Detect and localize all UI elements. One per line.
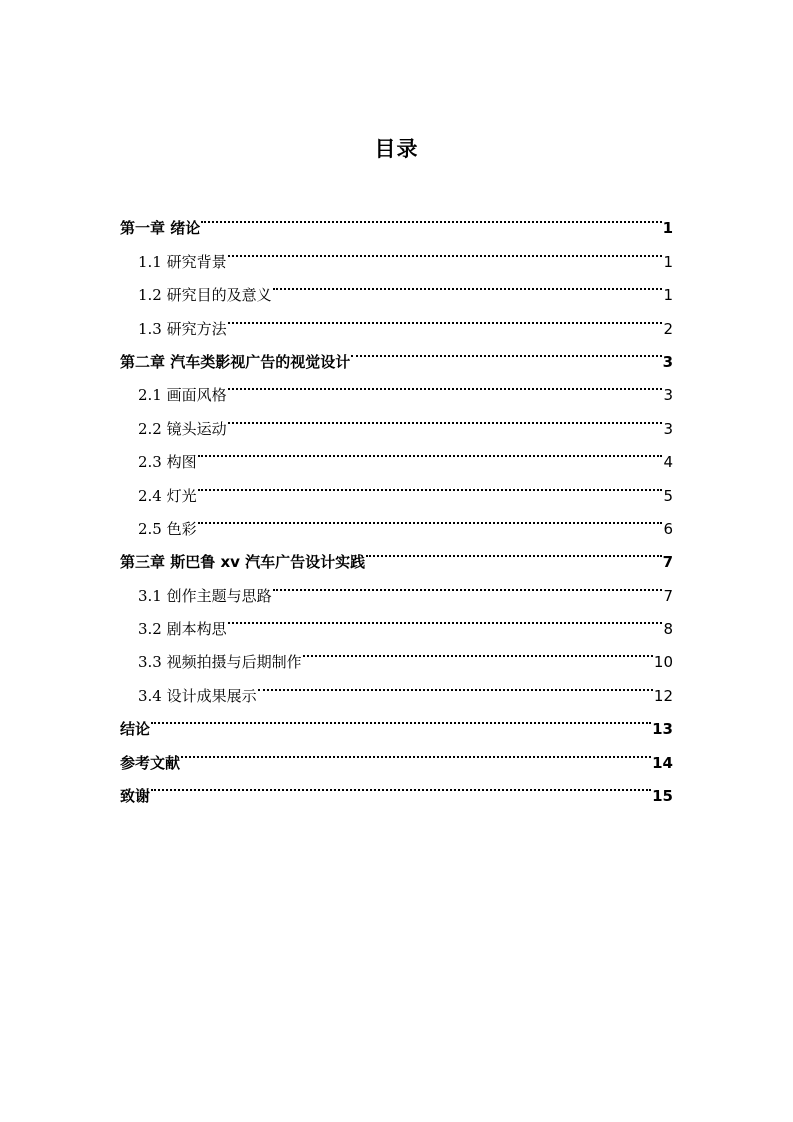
toc-entry-label: 2.3 构图 bbox=[138, 453, 197, 472]
toc-entry-chapter-1[interactable] bbox=[120, 200, 673, 238]
toc-dot-leader bbox=[198, 501, 663, 534]
toc-entry-label: 1.3 研究方法 bbox=[138, 319, 227, 338]
toc-dot-leader bbox=[351, 334, 661, 367]
toc-entry-1-1[interactable] bbox=[120, 233, 673, 271]
toc-page-number: 3 bbox=[663, 386, 673, 405]
toc-dot-leader bbox=[151, 768, 651, 801]
toc-entry-label: 1.1 研究背景 bbox=[138, 252, 227, 271]
toc-entry-acknowledgements[interactable] bbox=[120, 768, 673, 806]
table-of-contents bbox=[120, 200, 673, 806]
toc-page-number: 10 bbox=[653, 653, 673, 672]
toc-page-number: 14 bbox=[652, 753, 673, 772]
toc-dot-leader bbox=[181, 734, 651, 767]
toc-page-number: 4 bbox=[663, 453, 673, 472]
toc-entry-label: 2.4 灯光 bbox=[138, 486, 197, 505]
toc-dot-leader bbox=[303, 634, 653, 667]
toc-page-number: 1 bbox=[662, 219, 673, 238]
toc-entry-label: 3.4 设计成果展示 bbox=[138, 686, 257, 705]
toc-dot-leader bbox=[228, 601, 663, 634]
toc-page-number: 12 bbox=[653, 686, 673, 705]
toc-entry-label: 3.2 剧本构思 bbox=[138, 620, 227, 639]
toc-entry-label: 1.2 研究目的及意义 bbox=[138, 286, 272, 305]
toc-dot-leader bbox=[273, 567, 663, 600]
toc-page-number: 2 bbox=[663, 319, 673, 338]
page-title: 目录 bbox=[374, 137, 419, 161]
toc-dot-leader bbox=[273, 267, 663, 300]
toc-entry-label: 第二章 汽车类影视广告的视觉设计 bbox=[120, 352, 351, 371]
toc-page-number: 3 bbox=[663, 419, 673, 438]
toc-page-number: 15 bbox=[652, 787, 673, 806]
toc-entry-label: 2.1 画面风格 bbox=[138, 386, 227, 405]
toc-entry-chapter-3[interactable] bbox=[120, 534, 673, 572]
toc-dot-leader bbox=[198, 434, 663, 467]
toc-entry-label: 致谢 bbox=[120, 787, 151, 806]
toc-entry-label: 参考文献 bbox=[120, 753, 181, 772]
toc-page-number: 1 bbox=[663, 252, 673, 271]
toc-dot-leader bbox=[258, 667, 653, 700]
toc-page-number: 3 bbox=[662, 352, 673, 371]
toc-entry-label: 结论 bbox=[120, 720, 151, 739]
toc-page-number: 7 bbox=[663, 586, 673, 605]
toc-entry-2-3[interactable] bbox=[120, 434, 673, 472]
toc-entry-label: 第三章 斯巴鲁 xv 汽车广告设计实践 bbox=[120, 553, 366, 572]
toc-entry-conclusion[interactable] bbox=[120, 701, 673, 739]
toc-page-number: 13 bbox=[652, 720, 673, 739]
toc-dot-leader bbox=[228, 400, 663, 433]
toc-entry-2-5[interactable] bbox=[120, 501, 673, 538]
toc-dot-leader bbox=[228, 300, 663, 333]
toc-dot-leader bbox=[198, 467, 663, 500]
toc-entry-references[interactable] bbox=[120, 734, 673, 772]
toc-entry-2-4[interactable] bbox=[120, 467, 673, 505]
toc-dot-leader bbox=[228, 233, 663, 266]
toc-entry-label: 3.1 创作主题与思路 bbox=[138, 586, 272, 605]
toc-entry-label: 3.3 视频拍摄与后期制作 bbox=[138, 653, 302, 672]
toc-entry-label: 2.5 色彩 bbox=[138, 519, 197, 538]
toc-page-number: 5 bbox=[663, 486, 673, 505]
toc-dot-leader bbox=[228, 367, 663, 400]
toc-page-number: 7 bbox=[662, 553, 673, 572]
toc-dot-leader bbox=[366, 534, 661, 567]
toc-dot-leader bbox=[151, 701, 651, 734]
toc-dot-leader bbox=[201, 200, 661, 233]
toc-entry-label: 第一章 绪论 bbox=[120, 219, 201, 238]
toc-page-number: 8 bbox=[663, 620, 673, 639]
toc-page-number: 1 bbox=[663, 286, 673, 305]
toc-page-number: 6 bbox=[663, 519, 673, 538]
toc-entry-label: 2.2 镜头运动 bbox=[138, 419, 227, 438]
